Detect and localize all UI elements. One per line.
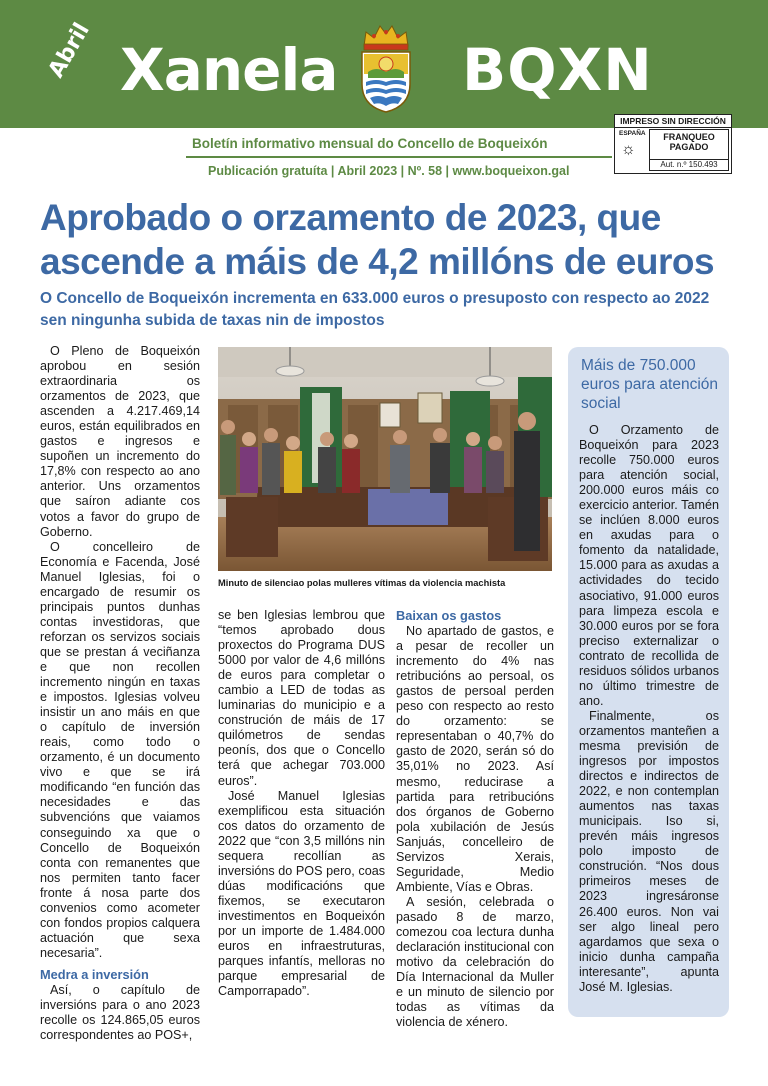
subtitle-divider — [186, 156, 612, 158]
postage-authorization: Aut. n.º 150.493 — [650, 159, 728, 169]
paragraph: O Pleno de Boqueixón aprobou en sesión extraordinaria os orzamentos de 2023, que ascenden a 4.217.469,14 euros, están equilibrados en gastos e ingresos e supoñen un incremento do 17,8% con respecto ao ano anterior. Uns orzamentos que saíron adiante cos votos a favor do grupo de Goberno. — [40, 344, 200, 539]
postage-pagado: PAGADO — [669, 142, 709, 152]
paragraph: Finalmente, os orzamentos manteñen a mesma previsión de ingresos por impostos directos e indirectos de 2022, e non contemplan aumentos nas taxas municipais. Iso si, prevén máis ingresos polo imposto de construción. “Nos dous primeiros meses de 2023 ingresáronse 26.400 euros. Non vai ser algo lineal pero agardamos que sexa o inicio dunha campaña interesante”, apunta José M. Iglesias. — [579, 708, 719, 994]
post-horn-icon: ☼ — [621, 141, 636, 158]
bulletin-subtitle: Boletín informativo mensual do Concello de Boqueixón — [192, 136, 548, 151]
sidebar-title: Máis de 750.000 euros para atención social — [581, 357, 719, 412]
postage-top-label: IMPRESO SIN DIRECCIÓN — [615, 115, 731, 128]
paragraph: A sesión, celebrada o pasado 8 de marzo, comezou coa lectura dunha declaración institucional con motivo da celebración do Día Internacional da Muller e un minuto de silencio por todas as vítimas da violencia de xénero. — [396, 894, 554, 1030]
paragraph: José Manuel Iglesias exemplificou esta situación cos datos do orzamento de 2022 que “con 3,5 millóns nin sequera recollían as inversións do POS pero, coas dúas modificacións que fixemos, se executaron investimentos en Boqueixón por un importe de 1.484.000 euros en infraestruturas, parques infantís, melloras no parque empresarial de Camporrapado”. — [218, 788, 385, 999]
postage-franqueo: FRANQUEO — [663, 132, 715, 142]
brand-title-right: BQXN — [462, 36, 653, 104]
council-meeting-photo — [218, 347, 552, 571]
paragraph: No apartado de gastos, e a pesar de recoller un incremento do 4% nas retribucións ao persoal, os gastos de persoal perden peso con respecto ao resto do orzamento: se representaban o 40,7% do gasto de 2020, serán só do 35,01% no 2023. Así mesmo, reducirase a partida para retribucións dos órganos de Goberno pola xubilación de Jesús Sanjuás, concelleiro de Servizos Xerais, Seguridade, Medio Ambiente, Vías e Obras. — [396, 624, 554, 894]
masthead-band — [0, 0, 768, 128]
article-column-3 — [396, 608, 554, 1030]
section-subhead: Medra a inversión — [40, 966, 149, 982]
article-column-2 — [218, 608, 385, 999]
postage-paid-box — [649, 129, 729, 171]
month-label: Abril — [43, 18, 95, 83]
postage-country: ESPAÑA — [619, 130, 646, 137]
paragraph: O Orzamento de Boqueixón para 2023 recolle 750.000 euros para atención social, 200.000 euros máis co exercicio anterior. Tamén se inclúen 8.000 euros en axudas para o fomento da natalidade, 15.000 para as axudas a actividades do tecido asociativo, 91.000 euros para limpeza escola e 30.000 euros por se fora preciso externalizar o contrato de recollida de residuos sólidos urbanos no último trimestre de ano. — [579, 423, 719, 708]
municipal-crest-icon — [354, 22, 418, 114]
sidebar-body — [579, 423, 719, 995]
article-column-1 — [40, 344, 200, 1043]
paragraph: Así, o capítulo de inversións para o ano 2023 recolle os 124.865,05 euros correspondentes ao POS+, — [40, 982, 200, 1043]
paragraph: se ben Iglesias lembrou que “temos aprobado dous proxectos do Programa DUS 5000 por valor de 4,6 millóns de euros para completar o cambio a LED de todas as luminarias do municipio e a construción de máis de 17 quilómetros de sendas peonís, dos que o Concello terá que achegar 703.000 euros”. — [218, 608, 385, 788]
brand-title-left: Xanela — [120, 36, 338, 104]
article-deck: O Concello de Boqueixón incrementa en 633.000 euros o presuposto con respecto ao 2022 sen ningunha subida de taxas nin de impostos — [40, 290, 710, 329]
postage-indicia — [614, 114, 732, 174]
paragraph: O concelleiro de Economía e Facenda, José Manuel Iglesias, foi o encargado de resumir os principais puntos dunhas contas investidoras, que reforzan os servizos sociais que se prestan á veciñanza e que non recollen incremento ningún en taxas e impostos. Iglesias volveu insistir un ano máis en que o capítulo de inversión reais, como todo o orzamento, é un documento vivo e que se irá modificando “en función das necesidades e das subvencións que vaiamos conseguindo xa que o Concello de Boqueixón conta con remanentes que nos permiten tanto facer fronte á nosa parte dos convenios como acometer con fondos propios calquera actuación que sexa necesaria”. — [40, 539, 200, 960]
article-headline: Aprobado o orzamento de 2023, que ascende a máis de 4,2 millóns de euros — [40, 197, 715, 282]
section-subhead: Baixan os gastos — [396, 608, 502, 623]
photo-caption: Minuto de silenciao polas mulleres vítimas da violencia machista — [218, 578, 506, 588]
publication-info: Publicación gratuíta | Abril 2023 | Nº. 58 | www.boqueixon.gal — [208, 164, 570, 178]
